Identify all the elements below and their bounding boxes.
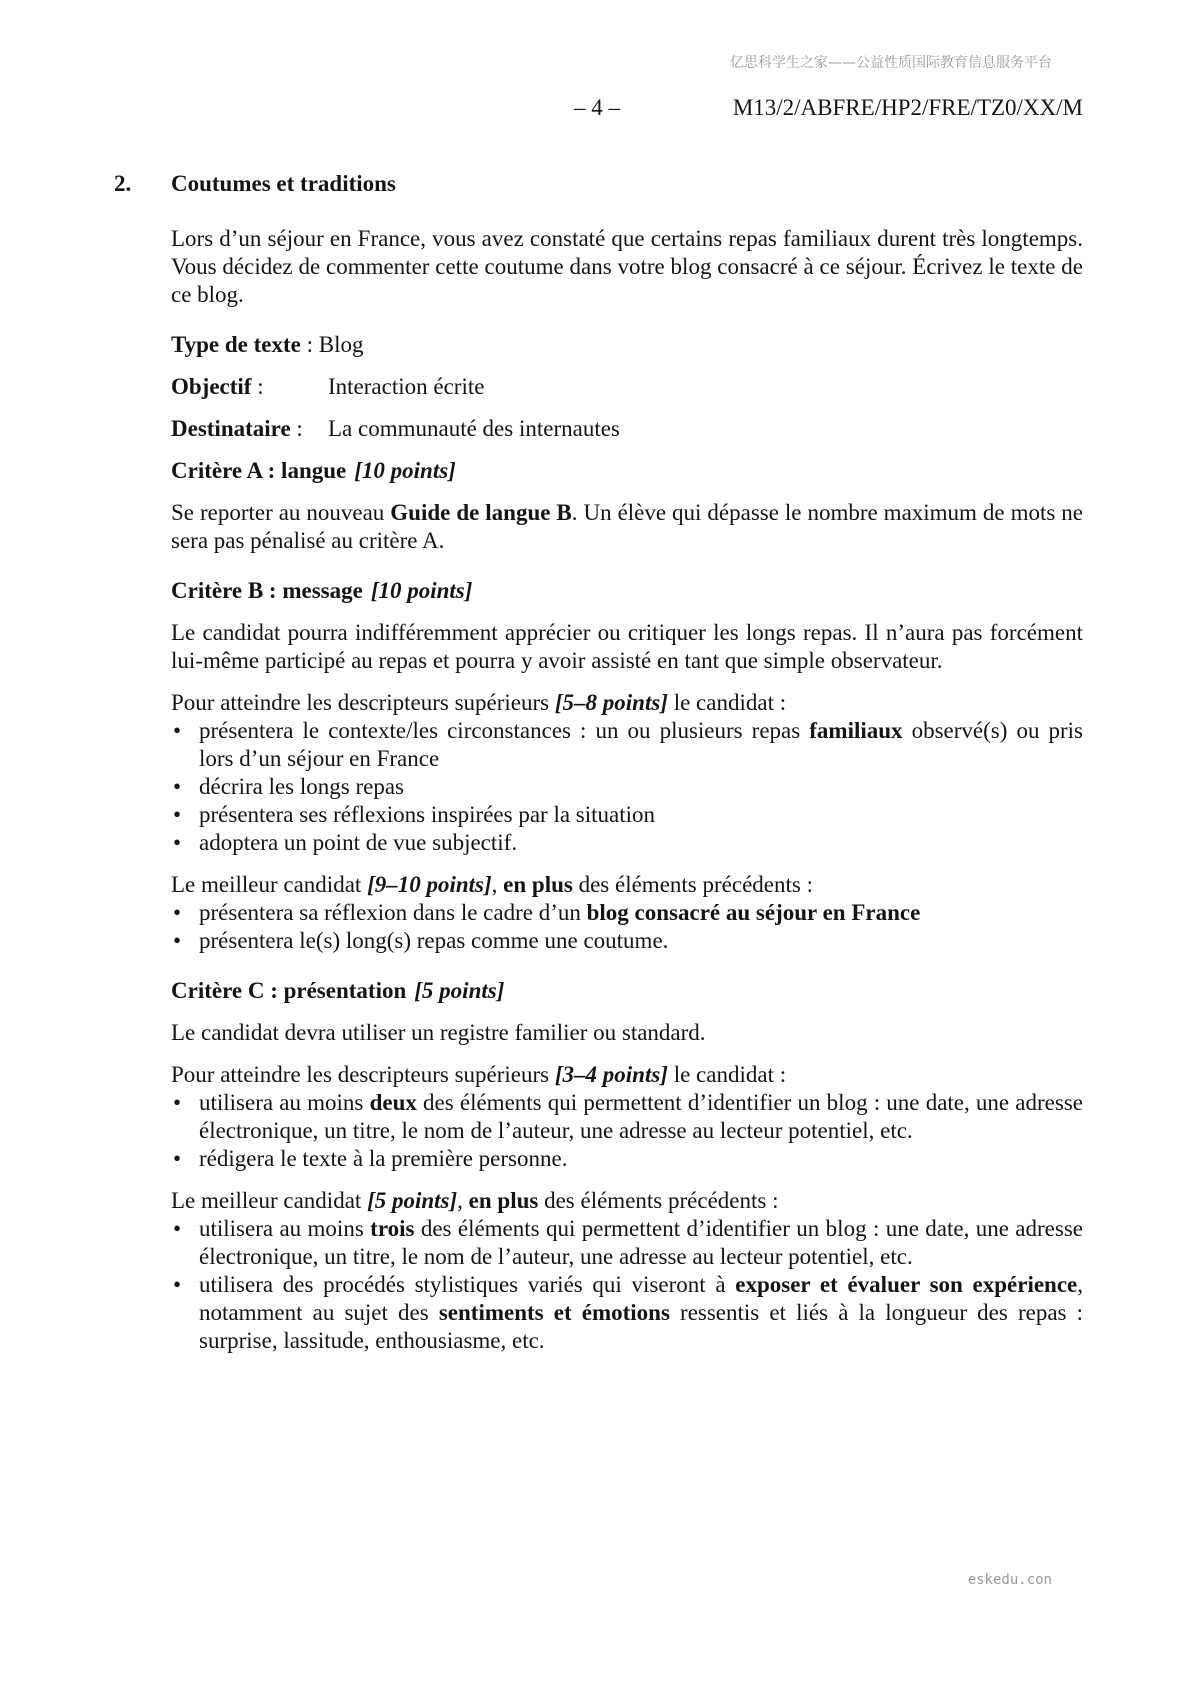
list-item-text: utilisera des procédés stylistiques variés qui viseront à — [199, 1272, 736, 1297]
criterion-c-best-intro — [171, 1187, 1083, 1215]
list-item-bold: trois — [370, 1216, 415, 1241]
section-number: 2. — [114, 171, 132, 196]
document-code: M13/2/ABFRE/HP2/FRE/TZ0/XX/M — [732, 95, 1083, 120]
criterion-b-superior-intro — [171, 689, 1083, 717]
criterion-c-superior-list — [171, 1089, 1083, 1173]
list-item-text: observé(s) ou pris lors d’un séjour en France — [199, 718, 1083, 771]
criterion-b-title: Critère B : message — [171, 578, 363, 603]
list-item-text: présentera le contexte/les circonstances : un ou plusieurs repas — [199, 718, 810, 743]
field-type-label: Type de texte — [171, 332, 301, 357]
criterion-c-sup-text-2: le candidat : — [667, 1062, 787, 1087]
criterion-c-best-comma: , — [457, 1188, 469, 1213]
field-objectif-label: Objectif — [171, 374, 252, 399]
section-title: Coutumes et traditions — [171, 171, 396, 196]
criterion-b-best-text-1: Le meilleur candidat — [171, 872, 368, 897]
field-destinataire-label-wrap — [171, 415, 328, 443]
field-type-sep: : — [300, 332, 319, 357]
criterion-c-best-text-2: des éléments précédents : — [538, 1188, 779, 1213]
list-item-text: ressentis et liés à la longueur des repas : surprise, lassitude, enthousiasme, etc. — [199, 1300, 1084, 1353]
list-item: • décrira les longs repas — [171, 773, 1083, 801]
list-item: • présentera ses réflexions inspirées par la situation — [171, 801, 1083, 829]
list-item-bold: familiaux — [809, 718, 903, 743]
criterion-c-superior-intro — [171, 1061, 1083, 1089]
main-content — [171, 225, 1083, 1369]
criterion-c-best-list — [171, 1215, 1083, 1355]
criterion-b-best-bold: en plus — [503, 872, 573, 897]
list-item-bold: exposer et évaluer son expérience — [735, 1272, 1078, 1297]
criterion-c-title: Critère C : présentation — [171, 978, 407, 1003]
list-item-bold: deux — [369, 1090, 417, 1115]
list-item — [171, 1215, 1083, 1271]
watermark-top: 亿思科学生之家——公益性质国际教育信息服务平台 — [730, 55, 1052, 71]
criterion-a-text-bold: Guide de langue B — [390, 500, 572, 525]
criterion-c-heading — [171, 977, 1083, 1005]
field-type — [171, 331, 1083, 359]
list-item-text: des éléments qui permettent d’identifier un blog : une date, une adresse électronique, un titre, le nom de l’auteur, une adresse au lecteur potentiel, etc. — [199, 1090, 1083, 1143]
list-item — [171, 717, 1083, 773]
field-destinataire-sep: : — [290, 416, 303, 441]
criterion-b-superior-list — [171, 717, 1083, 857]
list-item — [171, 1089, 1083, 1145]
criterion-b-best-points: [9–10 points] — [367, 872, 492, 897]
criterion-b-best-comma: , — [491, 872, 504, 897]
list-item — [171, 1271, 1083, 1355]
field-objectif-sep: : — [251, 374, 264, 399]
criterion-a-points: [10 points] — [354, 458, 456, 483]
criterion-b-points: [10 points] — [370, 578, 473, 603]
criterion-a-heading — [171, 457, 1083, 485]
criterion-c-best-text-1: Le meilleur candidat — [171, 1188, 368, 1213]
criterion-b-best-list — [171, 899, 1083, 955]
section-heading — [114, 171, 396, 197]
criterion-b-best-text-2: des éléments précédents : — [572, 872, 813, 897]
criterion-b-sup-points: [5–8 points] — [554, 690, 668, 715]
criterion-b-sup-text-1: Pour atteindre les descripteurs supérieurs — [171, 690, 555, 715]
criterion-b-best-intro — [171, 871, 1083, 899]
list-item: • adoptera un point de vue subjectif. — [171, 829, 1083, 857]
field-objectif — [171, 373, 1083, 401]
criterion-a-title: Critère A : langue — [171, 458, 347, 483]
criterion-b-sup-text-2: le candidat : — [667, 690, 787, 715]
watermark-bottom: eskedu.con — [967, 1572, 1052, 1588]
criterion-a-text — [171, 499, 1083, 555]
list-item: • rédigera le texte à la première personne. — [171, 1145, 1083, 1173]
criterion-b-intro: Le candidat pourra indifféremment apprécier ou critiquer les longs repas. Il n’aura pas forcément lui-même participé au repas et pourra y avoir assisté en tant que simple observateur. — [171, 620, 1083, 673]
list-item-bold: sentiments et émotions — [438, 1300, 670, 1325]
criterion-a-text-2: . Un élève qui dépasse le nombre maximum de mots ne sera pas pénalisé au critère A. — [171, 500, 1083, 553]
list-item-text: utilisera au moins — [199, 1090, 370, 1115]
page-number: – 4 – — [574, 95, 620, 120]
criterion-c-sup-text-1: Pour atteindre les descripteurs supérieurs — [171, 1062, 555, 1087]
list-item: • présentera le(s) long(s) repas comme une coutume. — [171, 927, 1083, 955]
field-destinataire-label: Destinataire — [171, 416, 291, 441]
page-header — [0, 95, 1191, 125]
criterion-c-best-points: [5 points] — [367, 1188, 458, 1213]
field-destinataire — [171, 415, 1083, 443]
list-item-text: , notamment au sujet des — [199, 1272, 1083, 1325]
criterion-c-best-bold: en plus — [468, 1188, 539, 1213]
list-item-text: utilisera au moins — [199, 1216, 371, 1241]
field-objectif-label-wrap — [171, 373, 328, 401]
list-item — [171, 899, 1083, 927]
criterion-c-points: [5 points] — [414, 978, 505, 1003]
list-item-text: présentera sa réflexion dans le cadre d’un — [199, 900, 587, 925]
list-item-bold: blog consacré au séjour en France — [586, 900, 921, 925]
criterion-c-sup-points: [3–4 points] — [554, 1062, 668, 1087]
list-item-text: des éléments qui permettent d’identifier un blog : une date, une adresse électronique, un titre, le nom de l’auteur, une adresse au lecteur potentiel, etc. — [199, 1216, 1083, 1269]
field-destinataire-value: La communauté des internautes — [328, 416, 620, 441]
field-type-value: Blog — [318, 332, 364, 357]
criterion-b-heading — [171, 577, 1083, 605]
criterion-c-intro: Le candidat devra utiliser un registre familier ou standard. — [171, 1020, 706, 1045]
criterion-a-text-1: Se reporter au nouveau — [171, 500, 391, 525]
field-objectif-value: Interaction écrite — [328, 374, 485, 399]
intro-paragraph: Lors d’un séjour en France, vous avez constaté que certains repas familiaux durent très longtemps. Vous décidez de commenter cette coutume dans votre blog consacré à ce séjour. Écrivez le texte de ce blog. — [171, 226, 1083, 307]
